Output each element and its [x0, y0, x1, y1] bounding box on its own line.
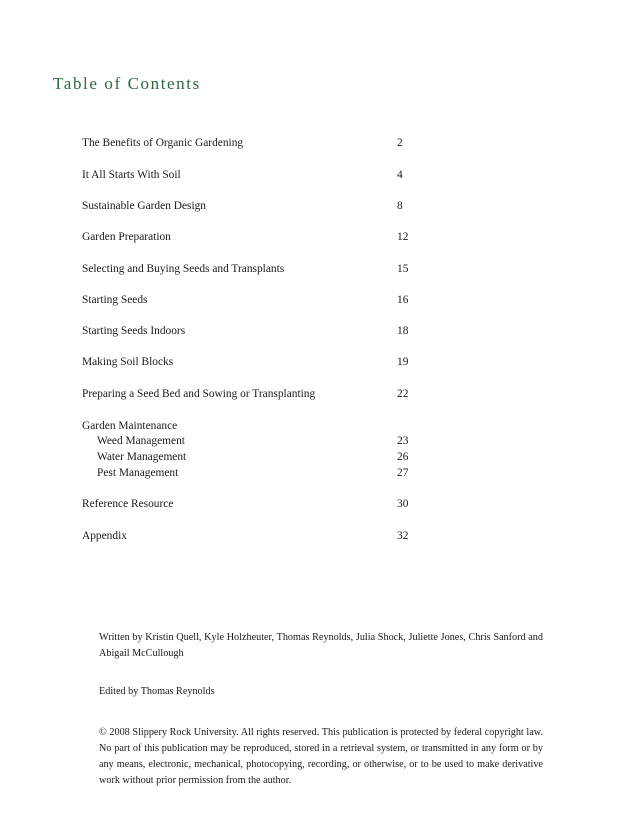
- toc-entry-label: Pest Management: [97, 467, 179, 479]
- authors-credit: Written by Kristin Quell, Kyle Holzheuter, Thomas Reynolds, Julia Shock, Juliette Jones, Chris Sanford and Abigail McCullough: [99, 632, 543, 659]
- toc-entry-label: Appendix: [82, 530, 127, 542]
- toc-entry-label: Garden Maintenance: [82, 420, 178, 432]
- toc-entry-page: 26: [397, 451, 409, 463]
- toc-entry-label: Sustainable Garden Design: [82, 200, 207, 212]
- toc-entry-label: Starting Seeds Indoors: [82, 325, 186, 337]
- toc-entry-label: The Benefits of Organic Gardening: [82, 137, 244, 149]
- copyright-notice: © 2008 Slippery Rock University. All rights reserved. This publication is protected by federal copyright law. No part of this publication may be reproduced, stored in a retrieval system, or transmitted in any form or by any means, electronic, mechanical, photocopying, recording, or otherwise, or to be used to make derivative work without prior permission from the author.: [99, 727, 543, 786]
- toc-entry-label: Water Management: [97, 451, 187, 463]
- toc-entry-page: 30: [397, 498, 409, 510]
- toc-entry-label: Garden Preparation: [82, 231, 171, 243]
- toc-entry-page: 23: [397, 435, 409, 447]
- toc-entry-label: It All Starts With Soil: [82, 169, 181, 181]
- toc-entry-page: 2: [397, 137, 403, 149]
- toc-entry-page: 16: [397, 294, 409, 306]
- toc-entry-label: Preparing a Seed Bed and Sowing or Transplanting: [82, 388, 316, 400]
- toc-entry-label: Starting Seeds: [82, 294, 148, 306]
- toc-entry-page: 15: [397, 263, 409, 275]
- toc-entry-label: Weed Management: [97, 435, 185, 447]
- toc-entry-page: 18: [397, 325, 409, 337]
- toc-entry-page: 27: [397, 467, 409, 479]
- page-title: Table of Contents: [53, 74, 201, 93]
- toc-entry-page: 4: [397, 169, 403, 181]
- toc-entry-page: 22: [397, 388, 409, 400]
- toc-entry-page: 12: [397, 231, 409, 243]
- editor-credit: Edited by Thomas Reynolds: [99, 686, 215, 697]
- toc-entry-label: Selecting and Buying Seeds and Transplants: [82, 263, 285, 275]
- toc-entry-label: Making Soil Blocks: [82, 356, 174, 368]
- toc-entry-page: 8: [397, 200, 403, 212]
- toc-entry-label: Reference Resource: [82, 498, 174, 510]
- toc-entry-page: 19: [397, 356, 409, 368]
- toc-entry-page: 32: [397, 530, 409, 542]
